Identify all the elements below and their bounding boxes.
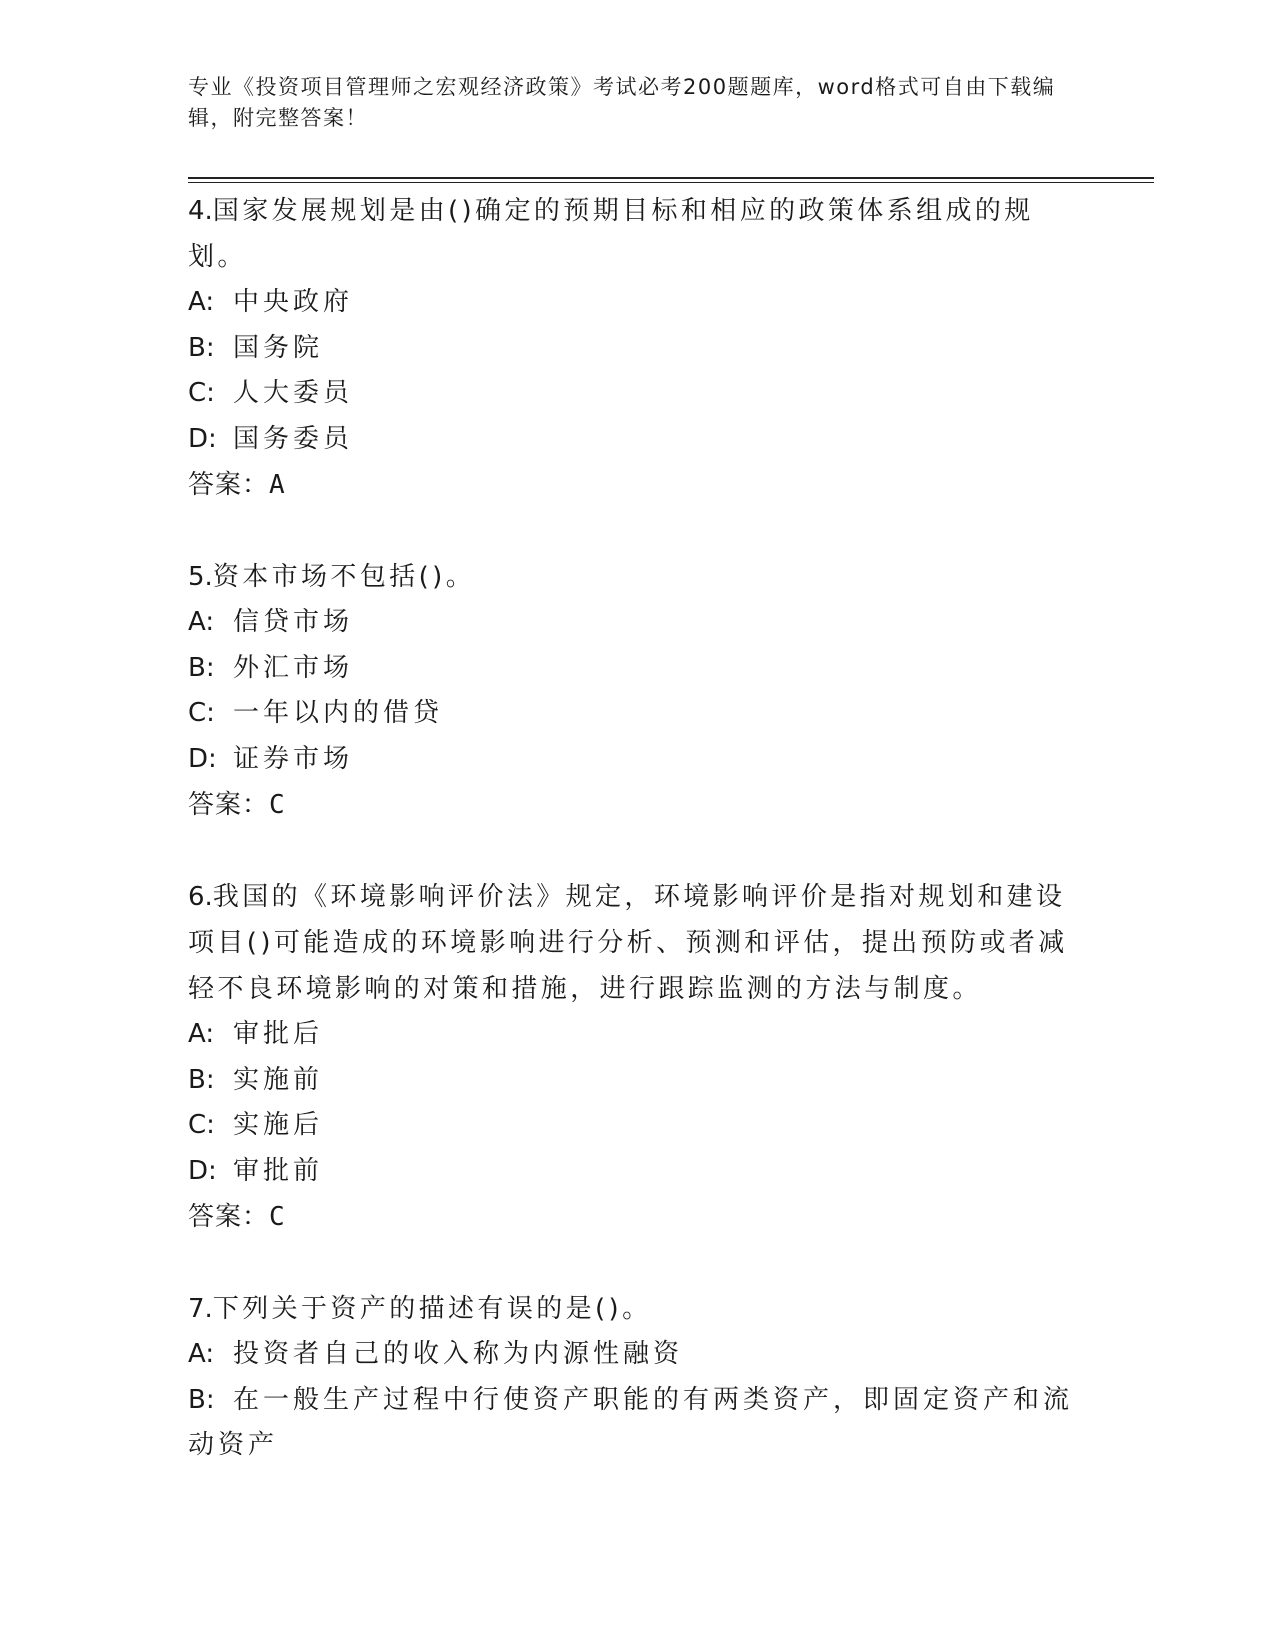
question-number: 6. [188, 882, 213, 912]
option-text: 外汇市场 [233, 652, 354, 683]
option-a [188, 1332, 1078, 1378]
answer-line [188, 782, 1078, 828]
option-b [188, 1058, 1078, 1104]
header-rule-thick [188, 177, 1154, 179]
option-b [188, 326, 1078, 372]
question-text: 国家发展规划是由()确定的预期目标和相应的政策体系组成的规划。 [188, 196, 1034, 272]
option-text: 人大委员 [233, 378, 354, 408]
question-number: 4. [188, 196, 213, 226]
question-7 [188, 1286, 1078, 1469]
answer-label: 答案： [188, 1202, 270, 1232]
question-5 [188, 554, 1078, 828]
option-b [188, 646, 1078, 692]
option-c [188, 691, 1078, 737]
option-d [188, 1149, 1078, 1195]
question-text: 资本市场不包括()。 [212, 562, 476, 592]
document-header: 专业《投资项目管理师之宏观经济政策》考试必考200题题库，word格式可自由下载编辑，附完整答案！ [188, 75, 1056, 130]
answer-line [188, 462, 1078, 508]
option-text: 中央政府 [233, 287, 354, 317]
option-letter: C: [188, 1110, 215, 1140]
option-text: 审批后 [233, 1019, 324, 1049]
question-list [188, 188, 1078, 1515]
option-a [188, 600, 1078, 646]
option-b [188, 1378, 1078, 1469]
option-letter: A: [188, 607, 215, 637]
option-letter: B: [188, 652, 215, 683]
question-stem [188, 874, 1078, 1012]
option-letter: C: [188, 698, 215, 728]
question-text: 下列关于资产的描述有误的是()。 [212, 1294, 652, 1324]
option-letter: D: [188, 423, 217, 454]
answer-value: A [269, 470, 286, 500]
option-a [188, 280, 1078, 326]
option-text: 审批前 [233, 1155, 324, 1186]
answer-label: 答案： [188, 790, 270, 820]
question-4 [188, 188, 1078, 508]
option-letter: A: [188, 1339, 215, 1369]
option-letter: B: [188, 332, 215, 363]
question-number: 5. [188, 562, 213, 592]
option-text: 投资者自己的收入称为内源性融资 [233, 1339, 684, 1369]
option-letter: D: [188, 1155, 217, 1186]
answer-label: 答案： [188, 470, 270, 500]
option-letter: A: [188, 1019, 215, 1049]
answer-value: C [269, 1202, 286, 1232]
option-d [188, 737, 1078, 783]
question-text: 我国的《环境影响评价法》规定，环境影响评价是指对规划和建设项目()可能造成的环境影响进行分析、预测和评估，提出预防或者减轻不良环境影响的对策和措施，进行跟踪监测的方法与制度。 [188, 882, 1068, 1004]
option-letter: C: [188, 378, 215, 408]
option-text: 在一般生产过程中行使资产职能的有两类资产，即固定资产和流动资产 [188, 1384, 1074, 1460]
option-letter: A: [188, 287, 215, 317]
question-stem [188, 188, 1078, 280]
answer-line [188, 1194, 1078, 1240]
option-text: 证券市场 [233, 743, 354, 774]
option-text: 一年以内的借贷 [233, 698, 444, 728]
option-a [188, 1012, 1078, 1058]
header-rule-thin [188, 182, 1154, 183]
question-6 [188, 874, 1078, 1240]
option-letter: B: [188, 1064, 215, 1095]
option-text: 信贷市场 [233, 607, 354, 637]
option-text: 国务委员 [233, 423, 354, 454]
option-text: 实施后 [233, 1110, 324, 1140]
option-c [188, 371, 1078, 417]
option-d [188, 417, 1078, 463]
option-letter: D: [188, 743, 217, 774]
option-letter: B: [188, 1384, 215, 1415]
option-c [188, 1103, 1078, 1149]
question-stem [188, 1286, 1078, 1332]
question-stem [188, 554, 1078, 600]
option-text: 实施前 [233, 1064, 324, 1095]
question-number: 7. [188, 1294, 213, 1324]
answer-value: C [269, 790, 286, 820]
option-text: 国务院 [233, 332, 324, 363]
